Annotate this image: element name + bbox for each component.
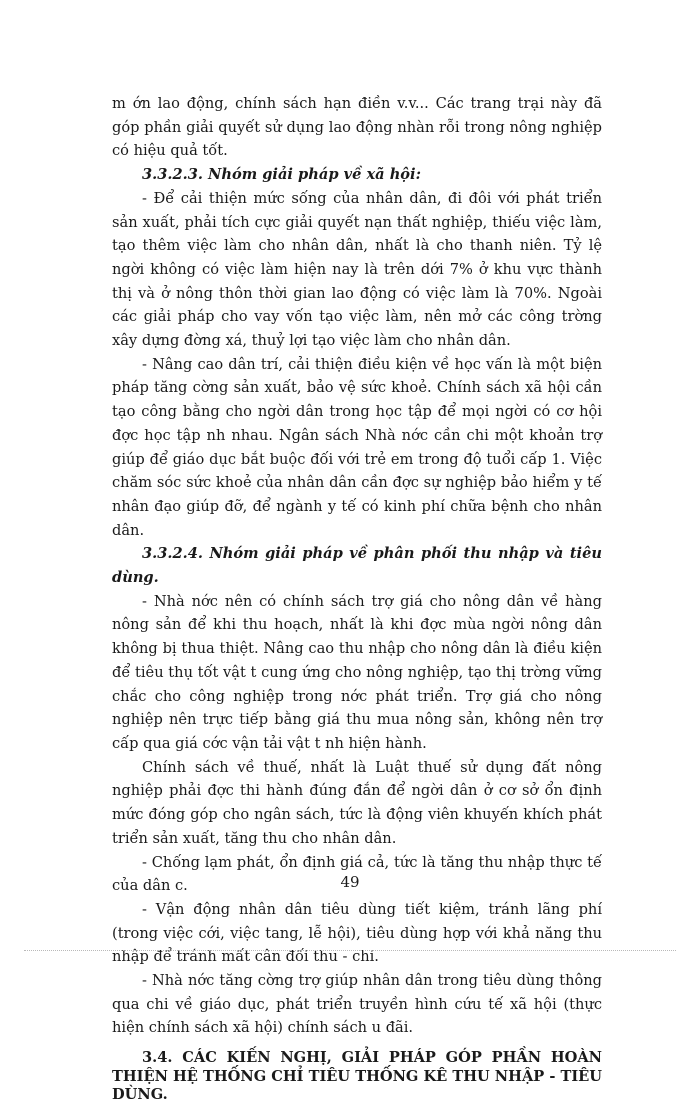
paragraph-state-support: - Nhà nớc tăng cờng trợ giúp nhân dân trong tiêu dùng thông qua chi về giáo dục, phát triển truyền hình cứu tế xã hội (thực hiện chính sách xã hội) chính sách u đãi. bbox=[112, 972, 602, 1037]
page-bottom-dotted-line bbox=[24, 950, 676, 951]
paragraph-price-support: - Nhà nớc nên có chính sách trợ giá cho nông dân về hàng nông sản để khi thu hoạch, nhất là khi đợc mùa ngời nông dân không bị thua thiệt. Nâng cao thu nhập cho nông dân là điều kiện để tiêu thụ tốt vật t cung ứng cho nông nghiệp, tạo thị trờng vững chắc cho công nghiệp trong nớc phát triển. Trợ giá cho nông nghiệp nên trực tiếp bằng giá thu mua nông sản, không nên trợ cấp qua giá cớc vận tải vật t nh hiện hành. bbox=[112, 592, 602, 752]
page-number: 49 bbox=[340, 873, 360, 891]
paragraph-employment: - Để cải thiện mức sống của nhân dân, đi đôi với phát triển sản xuất, phải tích cực giải quyết nạn thất nghiệp, thiếu việc làm, tạo thêm việc làm cho nhân dân, nhất là cho thanh niên. Tỷ lệ ngời không có việc làm hiện nay là trên dới 7% ở khu vực thành thị và ở nông thôn thời gian lao động có việc làm là 70%. Ngoài các giải pháp cho vay vốn tạo việc làm, nên mở các công trờng xây dựng đờng xá, thuỷ lợi tạo việc làm cho nhân dân. bbox=[112, 189, 602, 350]
paragraph-education-health: - Nâng cao dân trí, cải thiện điều kiện về học vấn là một biện pháp tăng cờng sản xuất, bảo vệ sức khoẻ. Chính sách xã hội cần tạo công bằng cho ngời dân trong học tập để mọi ngời có cơ hội đợc học tập nh nhau. Ngân sách Nhà nớc cần chi một khoản trợ giúp để giáo dục bắt buộc đối với trẻ em trong độ tuổi cấp 1. Việc chăm sóc sức khoẻ của nhân dân cần đợc sự nghiệp bảo hiểm y tế nhân đạo giúp đỡ, để ngành y tế có kinh phí chữa bệnh cho nhân dân. bbox=[112, 355, 602, 539]
paragraph-saving: - Vận động nhân dân tiêu dùng tiết kiệm, tránh lãng phí (trong việc cới, việc tang, lễ hội), tiêu dùng hợp với khả năng thu nhập để tránh mất cân đối thu - chi. bbox=[112, 900, 602, 966]
heading-income-consumption: 3.3.2.4. Nhóm giải pháp về phân phối thu nhập và tiêu dùng. bbox=[112, 545, 602, 587]
paragraph-tax-policy: Chính sách về thuế, nhất là Luật thuế sử dụng đất nông nghiệp phải đợc thi hành đúng đắn để ngời dân ở cơ sở ổn định mức đóng góp cho ngân sách, tức là động viên khuyến khích phát triển sản xuất, tăng thu cho nhân dân. bbox=[112, 758, 602, 847]
paragraph-inflation: - Chống lạm phát, ổn định giá cả, tức là tăng thu nhập thực tế của dân c. bbox=[112, 853, 602, 895]
heading-section-3-4: 3.4. CÁC KIẾN NGHỊ, GIẢI PHÁP GÓP PHẦN HOÀN THIỆN HỆ THỐNG CHỈ TIÊU THỐNG KÊ THU NHẬP - TIÊU DÙNG. bbox=[112, 1049, 602, 1104]
paragraph-intro: m ớn lao động, chính sách hạn điền v.v... Các trang trại này đã góp phần giải quyết sử dụng lao động nhàn rỗi trong nông nghiệp có hiệu quả tốt. bbox=[112, 95, 602, 160]
heading-social-solutions: 3.3.2.3. Nhóm giải pháp về xã hội: bbox=[142, 166, 421, 184]
body-text bbox=[112, 92, 602, 1105]
